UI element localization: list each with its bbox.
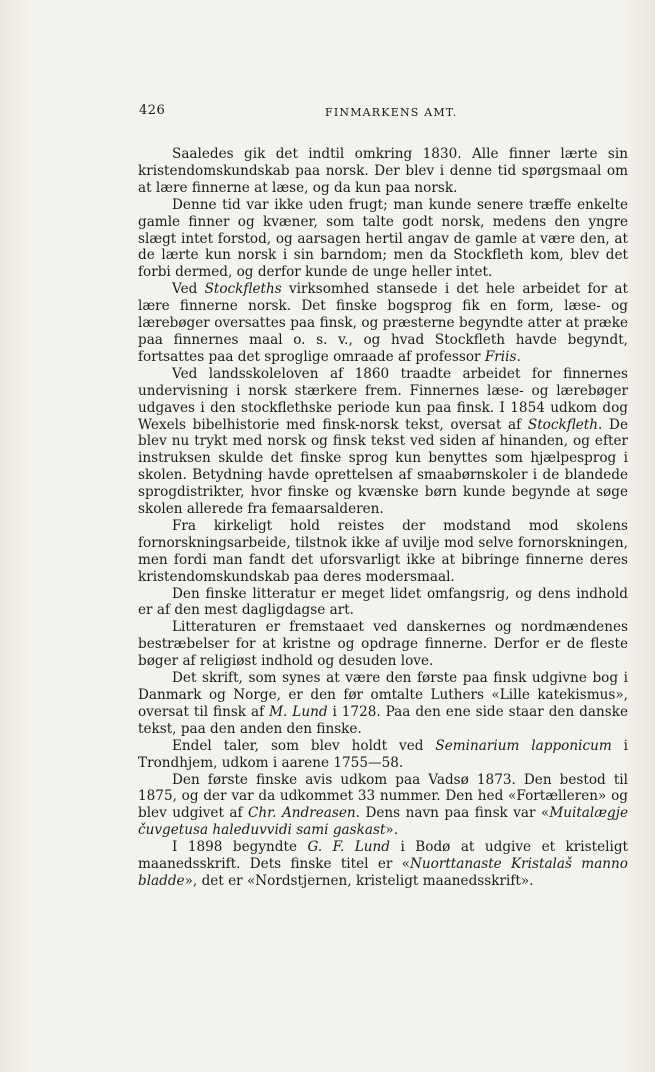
emphasis: Stockfleth bbox=[527, 416, 599, 433]
paragraph-6: Den finske litteratur er meget lidet omfangsrig, og dens indhold er af den mest dagligdagse art. bbox=[138, 585, 628, 619]
paragraph-4: Ved landsskoleloven af 1860 traadte arbeidet for finnernes undervisning i norsk stærkere frem. Finnernes læse- og lærebøger udgaves i den stockflethske periode kun paa finsk. I 1854 udkom dog Wexels bibelhistorie med finsk-norsk tekst, oversat af Stockfleth. De blev nu trykt med norsk og finsk tekst ved siden af hinanden, og efter instruksen skulde det finske sprog kun benyttes som hjælpesprog i skolen. Betydning havde oprettelsen af smaabørnskoler i de blandede sprogdistrikter, hvor finske og kvænske børn kunde begynde at søge skolen allerede fra femaarsalderen. bbox=[138, 365, 628, 518]
page-header bbox=[139, 103, 629, 125]
paragraph-10: Den første finske avis udkom paa Vadsø 1873. Den bestod til 1875, og der var da udkommet 33 nummer. Den hed «Fortælleren» og blev udgivet af Chr. Andreasen. Dens navn paa finsk var «Muitalægje čuvgetusa haleduvvidi sami gaskast». bbox=[138, 771, 629, 839]
paragraph-3: Ved Stockfleths virksomhed stansede i det hele arbeidet for at lære finnerne norsk. Det finske bogsprog fik en form, læse- og lærebøger oversattes paa finsk, og præsterne begyndte atter at præke paa finnernes maal o. s. v., og hvad Stockfleth havde begyndt, fortsattes paa det sproglige omraade af professor Friis. bbox=[138, 281, 629, 365]
paragraph-1: Saaledes gik det indtil omkring 1830. Alle finner lærte sin kristendomskundskab paa norsk. Der blev i denne tid spørgsmaal om at lære finnerne at læse, og da kun paa norsk. bbox=[138, 146, 628, 196]
running-title: FINMARKENS AMT. bbox=[325, 106, 458, 119]
emphasis: Friis bbox=[484, 348, 517, 365]
paragraph-7: Litteraturen er fremstaaet ved danskernes og nordmændenes bestræbelser for at kristne og opdrage finnerne. Derfor er de fleste bøger af religiøst indhold og desuden love. bbox=[138, 619, 628, 670]
emphasis: Stockfleths bbox=[204, 281, 282, 298]
page-number: 426 bbox=[139, 103, 166, 118]
emphasis: Nuorttanaste Kristalaš manno bladde bbox=[138, 856, 628, 889]
paragraph-11: I 1898 begyndte G. F. Lund i Bodø at udgive et kristeligt maanedsskrift. Dets finske titel er «Nuorttanaste Kristalaš manno bladde», det er «Nordstjernen, kristeligt maanedsskrift». bbox=[138, 839, 628, 889]
emphasis: G. F. Lund bbox=[307, 839, 390, 856]
emphasis: M. Lund bbox=[269, 703, 328, 720]
paragraph-5: Fra kirkeligt hold reistes der modstand mod skolens fornorskningsarbeide, tilstnok ikke af uvilje mod selve fornorskningen, men fordi man fandt det uforsvarligt ikke at bibringe finnerne deres kristendomskundskab paa deres modersmaal. bbox=[138, 517, 628, 585]
body-text bbox=[138, 146, 628, 890]
paragraph-8: Det skrift, som synes at være den første paa finsk udgivne bog i Danmark og Norge, er den før omtalte Luthers «Lille katekismus», oversat til finsk af M. Lund i 1728. Paa den ene side staar den danske tekst, paa den anden den finske. bbox=[138, 670, 628, 737]
paragraph-9: Endel taler, som blev holdt ved Seminarium lapponicum i Trondhjem, udkom i aarene 1755—58. bbox=[138, 737, 629, 771]
emphasis: Muitalægje čuvgetusa haleduvvidi sami gaskast bbox=[138, 805, 629, 839]
paragraph-2: Denne tid var ikke uden frugt; man kunde senere træffe enkelte gamle finner og kvæner, som talte godt norsk, medens den yngre slægt intet forstod, og aarsagen hertil angav de gamle at være den, at de lærte kun norsk i sin barndom; men da Stockfleth kom, blev det forbi dermed, og derfor kunde de unge heller intet. bbox=[138, 196, 628, 281]
emphasis: Chr. Andreasen bbox=[248, 805, 356, 822]
emphasis: Seminarium lapponicum bbox=[435, 737, 612, 754]
